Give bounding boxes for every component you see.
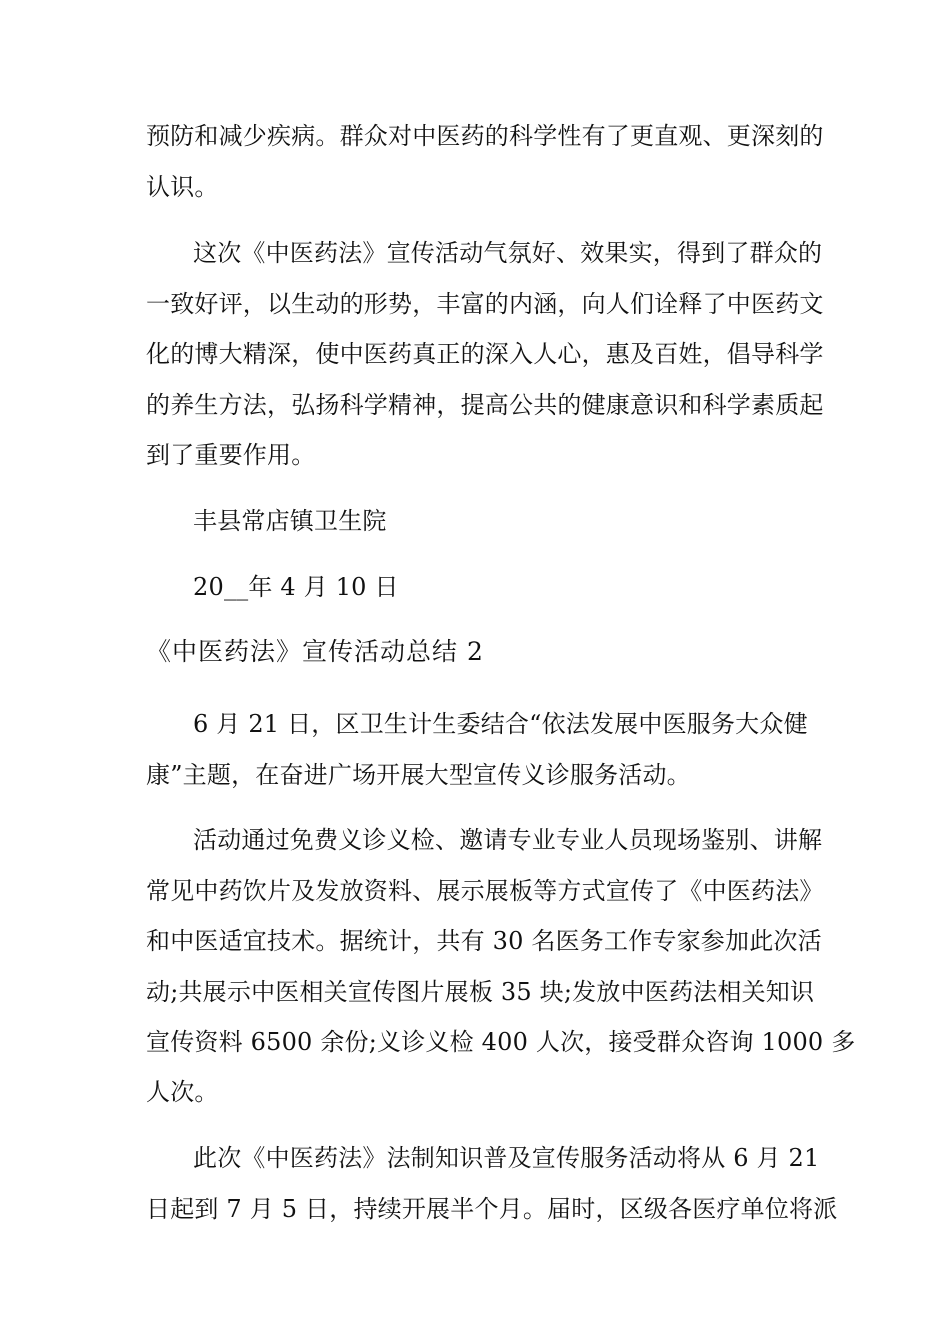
signature-organization: 丰县常店镇卫生院 <box>193 507 387 535</box>
paragraph-4-line-1: 活动通过免费义诊义检、邀请专业专业人员现场鉴别、讲解 <box>193 826 823 854</box>
signature-date: 20__年 4 月 10 日 <box>193 573 399 601</box>
paragraph-2-line-5: 到了重要作用。 <box>146 441 316 469</box>
paragraph-3-line-1: 6 月 21 日，区卫生计生委结合“依法发展中医服务大众健 <box>193 710 808 738</box>
paragraph-2-line-1: 这次《中医药法》宣传活动气氛好、效果实，得到了群众的 <box>193 239 823 267</box>
paragraph-4-line-6: 人次。 <box>146 1078 219 1106</box>
paragraph-2-line-2: 一致好评，以生动的形势，丰富的内涵，向人们诠释了中医药文 <box>146 290 824 318</box>
paragraph-4-line-3: 和中医适宜技术。据统计，共有 30 名医务工作专家参加此次活 <box>146 927 822 955</box>
paragraph-4-line-5: 宣传资料 6500 余份;义诊义检 400 人次，接受群众咨询 1000 多 <box>146 1028 856 1056</box>
paragraph-5-line-2: 日起到 7 月 5 日，持续开展半个月。届时，区级各医疗单位将派 <box>146 1195 838 1223</box>
paragraph-3-line-2: 康”主题，在奋进广场开展大型宣传义诊服务活动。 <box>146 761 691 789</box>
paragraph-2-line-4: 的养生方法，弘扬科学精神，提高公共的健康意识和科学素质起 <box>146 391 824 419</box>
paragraph-4-line-2: 常见中药饮片及发放资料、展示展板等方式宣传了《中医药法》 <box>146 877 824 905</box>
section-heading: 《中医药法》宣传活动总结 2 <box>146 637 484 666</box>
paragraph-2-line-3: 化的博大精深，使中医药真正的深入人心，惠及百姓，倡导科学 <box>146 340 824 368</box>
paragraph-5-line-1: 此次《中医药法》法制知识普及宣传服务活动将从 6 月 21 <box>193 1144 820 1172</box>
paragraph-4-line-4: 动;共展示中医相关宣传图片展板 35 块;发放中医药法相关知识 <box>146 978 815 1006</box>
paragraph-1-line-2: 认识。 <box>146 173 219 201</box>
paragraph-1-line-1: 预防和减少疾病。群众对中医药的科学性有了更直观、更深刻的 <box>146 122 824 150</box>
